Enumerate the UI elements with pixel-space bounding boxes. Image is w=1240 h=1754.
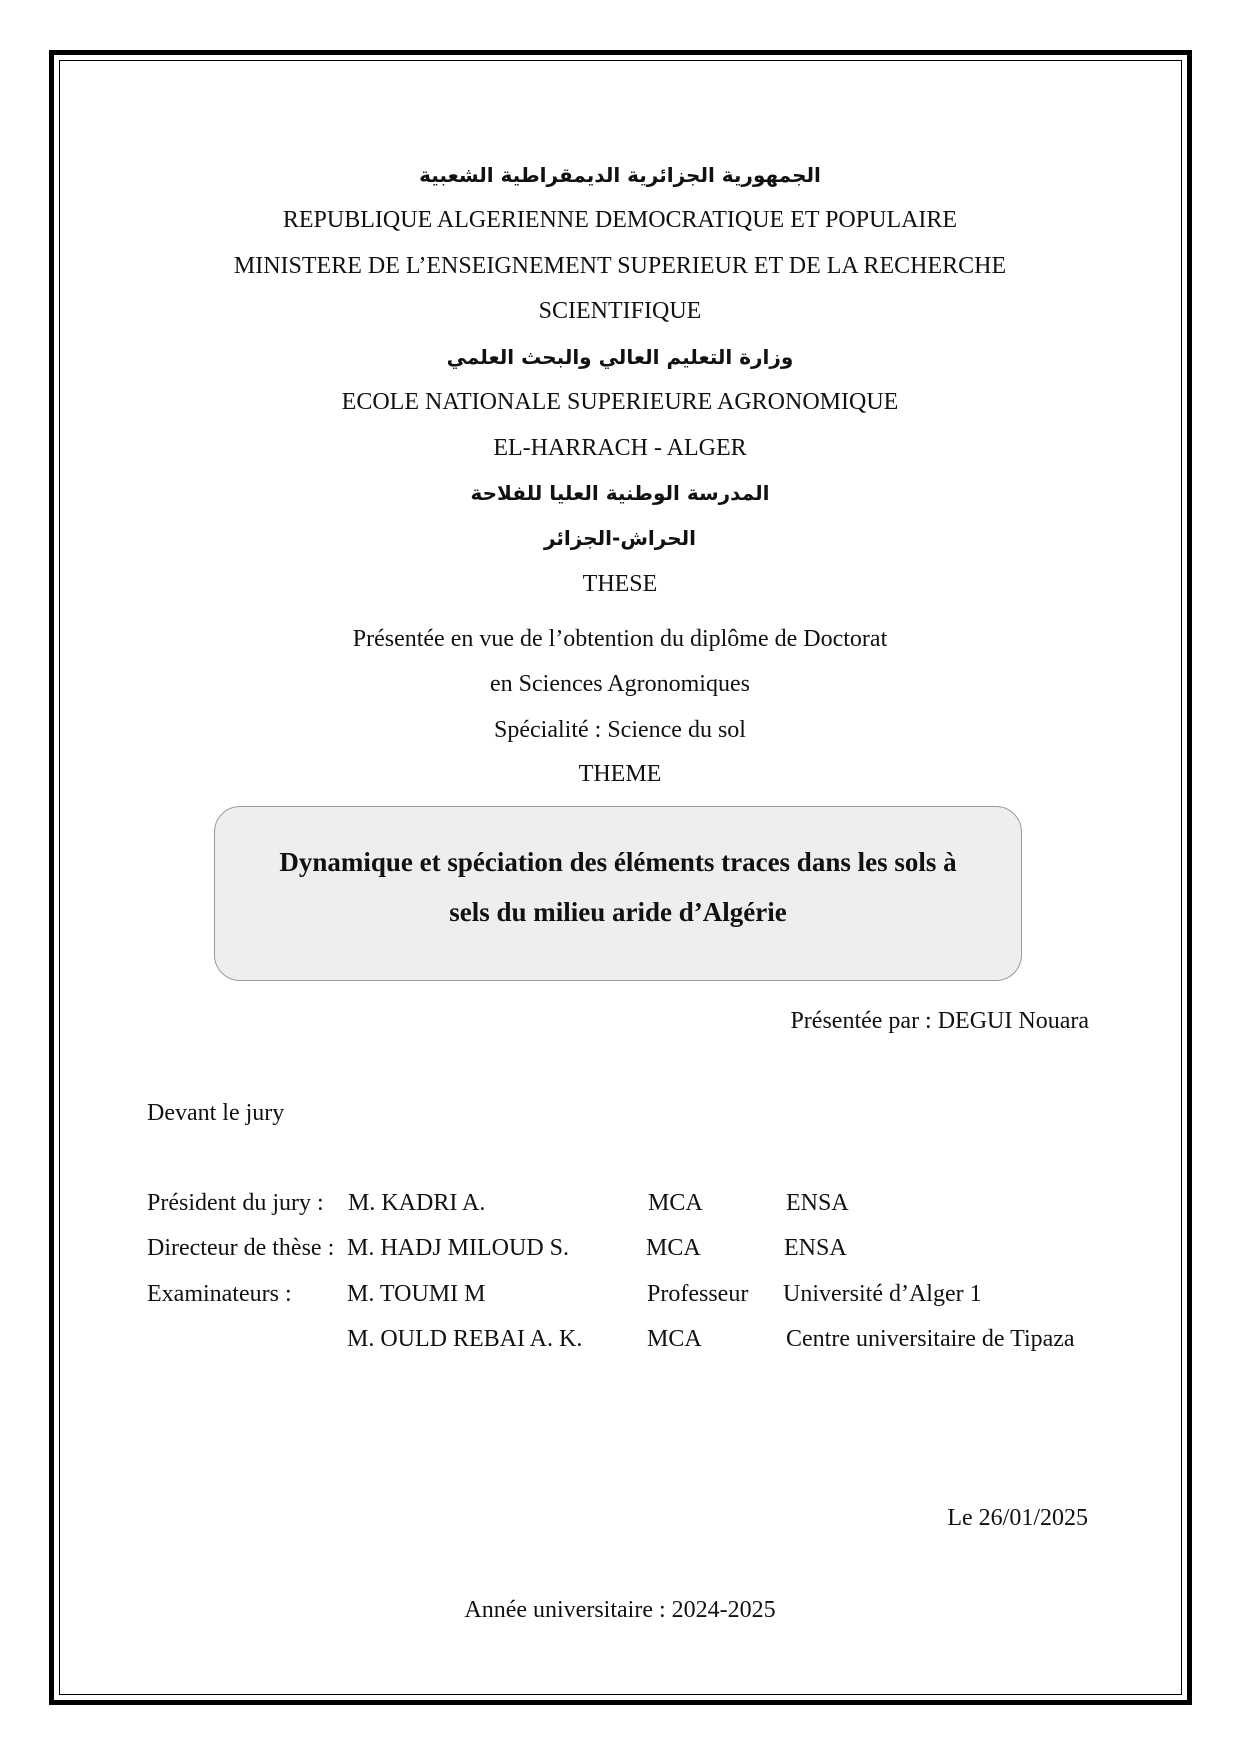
jury-name: M. TOUMI M xyxy=(347,1281,486,1307)
arabic-school: المدرسة الوطنية العليا للفلاحة xyxy=(470,481,770,505)
jury-institution: Centre universitaire de Tipaza xyxy=(786,1326,1075,1352)
purpose-line-1: Présentée en vue de l’obtention du diplôme de Doctorat xyxy=(352,626,888,652)
ministry-line-2: SCIENTIFIQUE xyxy=(538,298,702,324)
jury-institution: ENSA xyxy=(784,1235,847,1261)
presented-by: Présentée par : DEGUI Nouara xyxy=(790,1008,1089,1034)
jury-grade: MCA xyxy=(647,1326,702,1352)
theme-label: THEME xyxy=(578,761,662,787)
thesis-title-line-2: sels du milieu aride d’Algérie xyxy=(449,897,787,927)
jury-role: Examinateurs : xyxy=(147,1281,292,1307)
thesis-date: Le 26/01/2025 xyxy=(947,1505,1088,1531)
jury-role: Directeur de thèse : xyxy=(147,1235,335,1261)
jury-intro: Devant le jury xyxy=(147,1100,285,1126)
jury-institution: ENSA xyxy=(786,1190,849,1216)
ministry-line-1: MINISTERE DE L’ENSEIGNEMENT SUPERIEUR ET DE LA RECHERCHE xyxy=(233,253,1007,279)
school-name: ECOLE NATIONALE SUPERIEURE AGRONOMIQUE xyxy=(341,389,899,415)
title-box xyxy=(214,806,1022,981)
jury-grade: Professeur xyxy=(647,1281,749,1307)
jury-grade: MCA xyxy=(648,1190,703,1216)
thesis-title-line-1: Dynamique et spéciation des éléments traces dans les sols à xyxy=(279,847,957,877)
speciality: Spécialité : Science du sol xyxy=(494,717,746,743)
jury-name: M. KADRI A. xyxy=(348,1190,486,1216)
jury-name: M. HADJ MILOUD S. xyxy=(347,1235,570,1261)
school-location: EL-HARRACH - ALGER xyxy=(493,435,747,461)
arabic-ministry: وزارة التعليم العالي والبحث العلمي xyxy=(446,345,794,369)
academic-year: Année universitaire : 2024-2025 xyxy=(464,1597,776,1623)
arabic-location: الحراش-الجزائر xyxy=(543,526,696,550)
jury-grade: MCA xyxy=(646,1235,701,1261)
jury-name: M. OULD REBAI A. K. xyxy=(347,1326,583,1352)
jury-institution: Université d’Alger 1 xyxy=(783,1281,982,1307)
republic-name: REPUBLIQUE ALGERIENNE DEMOCRATIQUE ET POPULAIRE xyxy=(282,207,958,233)
thesis-type: THESE xyxy=(582,571,658,597)
arabic-republic: الجمهورية الجزائرية الديمقراطية الشعبية xyxy=(419,163,821,187)
jury-role: Président du jury : xyxy=(147,1190,324,1216)
purpose-line-2: en Sciences Agronomiques xyxy=(490,671,750,697)
